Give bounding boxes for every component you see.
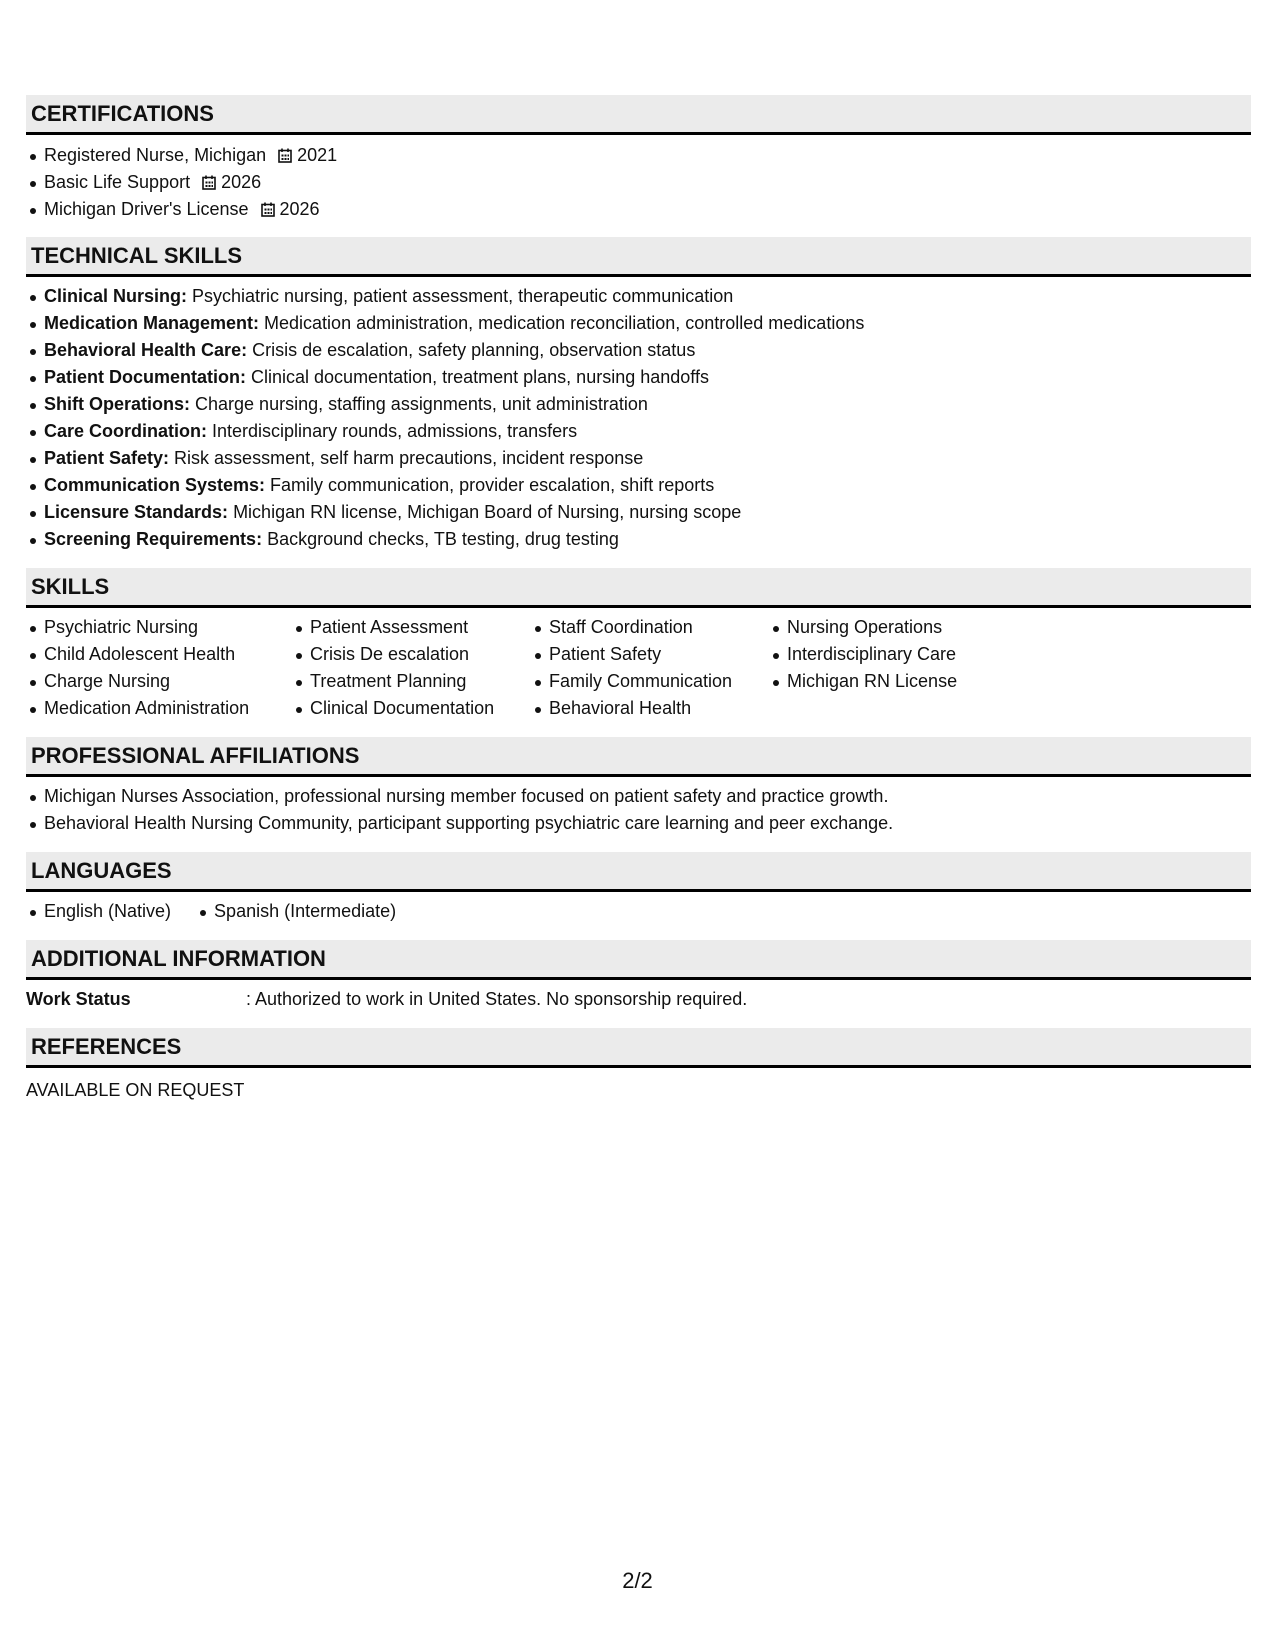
technical-skill-label: Licensure Standards: [44,502,229,522]
skill-item: Psychiatric Nursing [26,614,292,641]
skill-item: Staff Coordination [531,614,769,641]
technical-skill-label: Shift Operations: [44,394,191,414]
certification-item [26,169,1251,196]
references-block [26,1068,1251,1104]
skill-item: Child Adolescent Health [26,641,292,668]
affiliation-item: Michigan Nurses Association, professional nursing member focused on patient safety and practice growth. [26,783,1251,810]
technical-skill-label: Communication Systems: [44,475,266,495]
skill-item: Behavioral Health [531,695,769,722]
resume-page [26,95,1251,1104]
skill-item: Clinical Documentation [292,695,531,722]
section-header-certifications: CERTIFICATIONS [26,95,1251,135]
certification-item [26,196,1251,223]
certification-name: Basic Life Support [44,172,191,192]
skill-item: Patient Safety [531,641,769,668]
section-header-languages: LANGUAGES [26,852,1251,892]
technical-skill-label: Care Coordination: [44,421,208,441]
certifications-list [26,135,1251,237]
section-header-references: REFERENCES [26,1028,1251,1068]
additional-information-block [26,980,1251,1028]
section-header-additional-information: ADDITIONAL INFORMATION [26,940,1251,980]
skills-column [531,614,769,722]
technical-skill-text: Psychiatric nursing, patient assessment, therapeutic communication [187,286,734,306]
technical-skill-label: Medication Management: [44,313,260,333]
technical-skill-item [26,310,1251,337]
calendar-icon [278,148,292,163]
certification-year: 2026 [221,172,262,192]
skill-item: Nursing Operations [769,614,1009,641]
technical-skills-list [26,277,1251,568]
technical-skill-item [26,499,1251,526]
technical-skill-item [26,526,1251,553]
references-text: AVAILABLE ON REQUEST [26,1080,245,1100]
page-number: 2/2 [622,1568,653,1593]
skill-item: Medication Administration [26,695,292,722]
technical-skill-text: Interdisciplinary rounds, admissions, transfers [207,421,578,441]
work-status-row [26,986,1251,1013]
section-header-affiliations: PROFESSIONAL AFFILIATIONS [26,737,1251,777]
technical-skill-text: Family communication, provider escalation, shift reports [265,475,715,495]
technical-skill-item [26,364,1251,391]
calendar-icon [202,175,216,190]
technical-skill-item [26,445,1251,472]
technical-skill-item [26,472,1251,499]
skill-item: Michigan RN License [769,668,1009,695]
languages-list [26,892,1251,940]
skills-grid [26,608,1251,737]
certification-year: 2021 [297,145,338,165]
technical-skill-text: Clinical documentation, treatment plans, nursing handoffs [246,367,709,387]
technical-skill-text: Background checks, TB testing, drug testing [262,529,619,549]
skill-item: Charge Nursing [26,668,292,695]
technical-skill-item [26,418,1251,445]
technical-skill-label: Behavioral Health Care: [44,340,248,360]
skill-item: Patient Assessment [292,614,531,641]
skill-item: Crisis De escalation [292,641,531,668]
technical-skill-text: Michigan RN license, Michigan Board of Nursing, nursing scope [228,502,742,522]
technical-skill-text: Medication administration, medication reconciliation, controlled medications [259,313,865,333]
technical-skill-item [26,337,1251,364]
certification-name: Michigan Driver's License [44,199,249,219]
skills-column [26,614,292,722]
section-header-skills: SKILLS [26,568,1251,608]
skill-item: Family Communication [531,668,769,695]
technical-skill-label: Clinical Nursing: [44,286,188,306]
technical-skill-item [26,391,1251,418]
certification-name: Registered Nurse, Michigan [44,145,267,165]
technical-skill-text: Risk assessment, self harm precautions, incident response [169,448,644,468]
language-item: Spanish (Intermediate) [196,898,396,925]
technical-skill-label: Screening Requirements: [44,529,263,549]
technical-skill-text: Charge nursing, staffing assignments, unit administration [190,394,648,414]
skill-item: Treatment Planning [292,668,531,695]
work-status-label: Work Status [26,989,131,1009]
technical-skill-item [26,283,1251,310]
technical-skill-label: Patient Safety: [44,448,170,468]
skills-column [292,614,531,722]
certification-item [26,142,1251,169]
technical-skill-label: Patient Documentation: [44,367,247,387]
skills-column [769,614,1009,722]
affiliations-list [26,777,1251,852]
affiliation-item: Behavioral Health Nursing Community, participant supporting psychiatric care learning and peer exchange. [26,810,1251,837]
work-status-value: : Authorized to work in United States. No sponsorship required. [246,989,748,1009]
language-item: English (Native) [26,898,171,925]
skill-item: Interdisciplinary Care [769,641,1009,668]
calendar-icon [261,202,275,217]
certification-year: 2026 [279,199,320,219]
technical-skill-text: Crisis de escalation, safety planning, observation status [247,340,696,360]
section-header-technical-skills: TECHNICAL SKILLS [26,237,1251,277]
